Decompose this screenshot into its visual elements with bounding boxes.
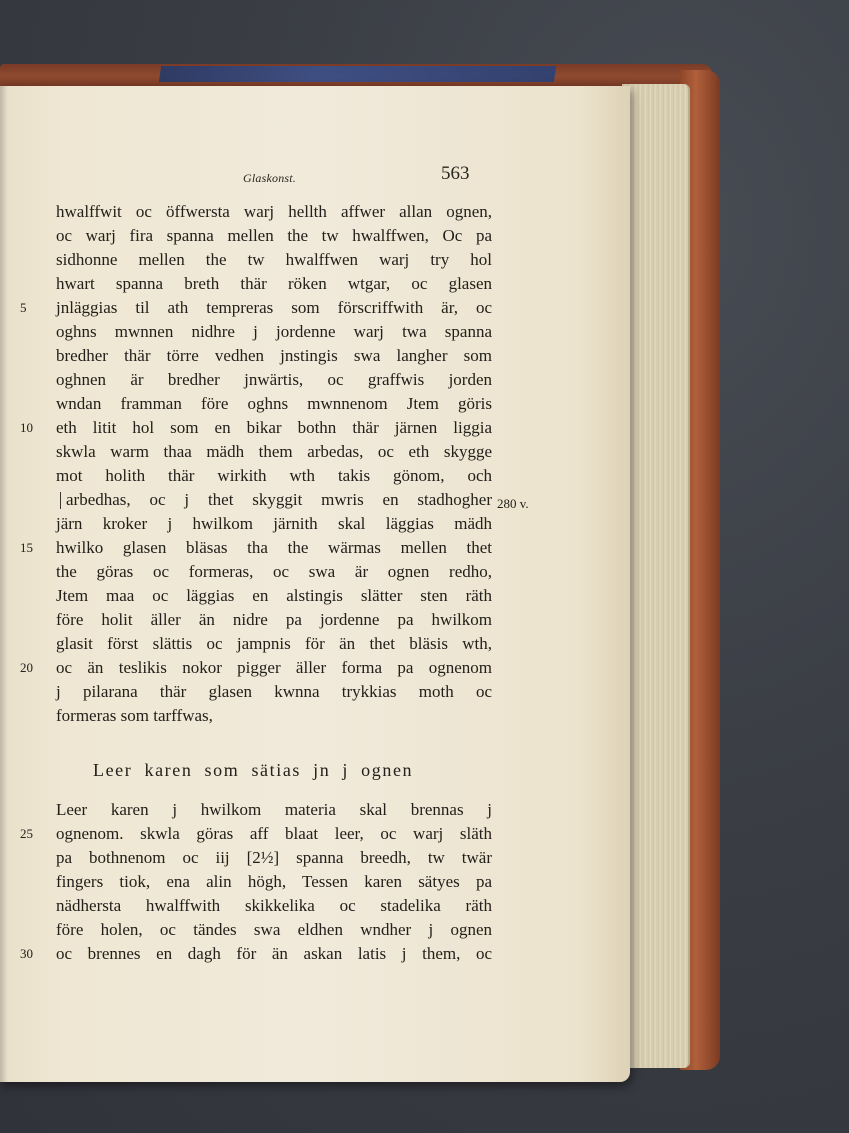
- text-line: pa bothnenom oc iij [2½] spanna breedh, tw twär: [56, 848, 492, 867]
- running-head-title: Glaskonst.: [243, 171, 296, 185]
- line-number: 5: [20, 300, 27, 315]
- text-line: mot holith thär wirkith wth takis gönom, och: [56, 466, 492, 485]
- text-line: hwilko glasen bläsas tha the wärmas mellen thet: [56, 538, 492, 557]
- text-line: glasit först slättis oc jampnis för än thet bläsis wth,: [56, 634, 492, 653]
- margin-folio-note: 280 v.: [497, 496, 529, 511]
- text-line: j pilarana thär glasen kwnna trykkias moth oc: [56, 682, 492, 701]
- text-line: arbedhas, oc j thet skyggit mwris en stadhogher: [66, 490, 492, 509]
- text-line: nädhersta hwalffwith skikkelika oc stadelika räth: [56, 896, 492, 915]
- text-line: wndan framman före oghns mwnnenom Jtem göris: [56, 394, 492, 413]
- line-number: 15: [20, 540, 33, 555]
- text-line: bredher thär törre vedhen jnstingis swa langher som: [56, 346, 492, 365]
- text-line: fingers tiok, ena alin högh, Tessen karen sätyes pa: [56, 872, 492, 891]
- text-line: Jtem maa oc läggias en alstingis slätter sten räth: [56, 586, 492, 605]
- text-line: oc brennes en dagh för än askan latis j them, oc: [56, 944, 492, 963]
- text-line: skwla warm thaa mädh them arbedas, oc eth skygge: [56, 442, 492, 461]
- text-line: ognenom. skwla göras aff blaat leer, oc warj släth: [56, 824, 492, 843]
- text-line: järn kroker j hwilkom järnith skal läggias mädh: [56, 514, 492, 533]
- line-number: 20: [20, 660, 33, 675]
- text-line: oc warj fira spanna mellen the tw hwalffwen, Oc pa: [56, 226, 492, 245]
- text-line: oghnen är bredher jnwärtis, oc graffwis jorden: [56, 370, 492, 389]
- text-line: eth litit hol som en bikar bothn thär järnen liggia: [56, 418, 492, 437]
- text-line: the göras oc formeras, oc swa är ognen redho,: [56, 562, 492, 581]
- text-line: oc än teslikis nokor pigger äller forma pa ognenom: [56, 658, 492, 677]
- page-gutter-shadow: [0, 86, 8, 1082]
- text-line: före holit äller än nidre pa jordenne pa hwilkom: [56, 610, 492, 629]
- text-line: Leer karen j hwilkom materia skal brennas j: [56, 800, 492, 819]
- line-number: 25: [20, 826, 33, 841]
- page-block-edges: [622, 84, 690, 1068]
- text-line: hwalffwit oc öffwersta warj hellth affwer allan ognen,: [56, 202, 492, 221]
- text-line: före holen, oc tändes swa eldhen wndher j ognen: [56, 920, 492, 939]
- text-line: jnläggias til ath tempreras som förscriffwith är, oc: [56, 298, 492, 317]
- line-number: 30: [20, 946, 33, 961]
- text-line: sidhonne mellen the tw hwalffwen warj try hol: [56, 250, 492, 269]
- text-line: formeras som tarffwas,: [56, 706, 213, 725]
- page-number: 563: [441, 163, 470, 184]
- margin-bar-mark: [60, 492, 61, 509]
- text-line: hwart spanna breth thär röken wtgar, oc glasen: [56, 274, 492, 293]
- text-line: oghns mwnnen nidhre j jordenne warj twa spanna: [56, 322, 492, 341]
- line-number: 10: [20, 420, 33, 435]
- book-spine-strip: [159, 66, 556, 82]
- section-heading: Leer karen som sätias jn j ognen: [93, 760, 414, 780]
